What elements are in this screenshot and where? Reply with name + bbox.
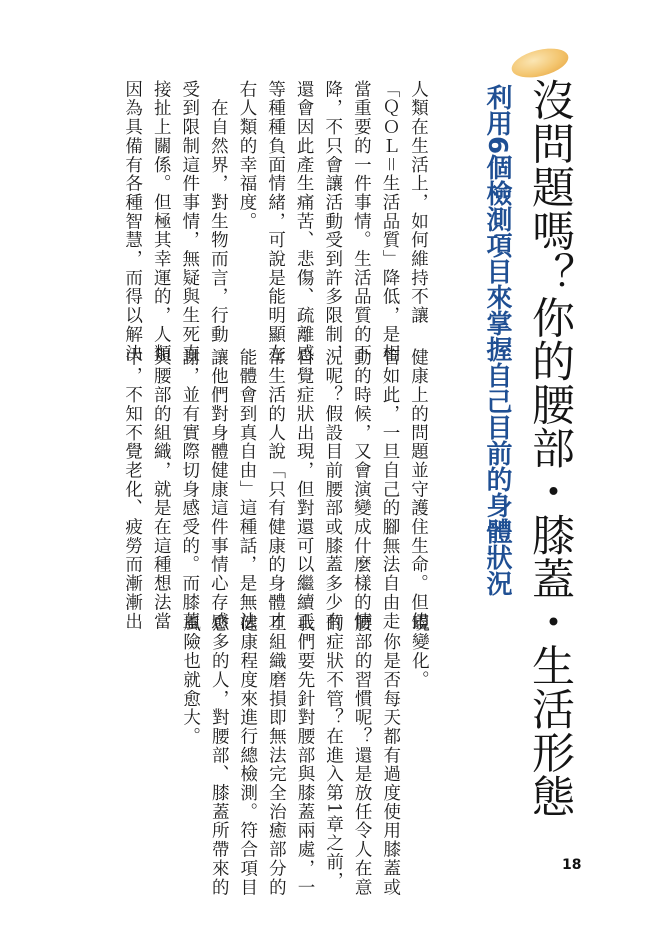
text-line: 降，不只會讓活動受到許多限制，	[322, 80, 343, 363]
text-line: 腰部的習慣呢？還是放任令人在意	[352, 614, 373, 897]
text-line: 當重要的一件事情。生活品質的下	[351, 80, 372, 363]
text-line: 人類在生活上，如何維持不讓	[408, 80, 429, 326]
body-text-block-1	[118, 80, 433, 363]
text-line: 況呢？假設目前腰部或膝蓋多少有	[322, 348, 343, 631]
body-text-block-2	[118, 348, 433, 631]
text-line: 能體會到真自由」這種話，是無法	[236, 348, 257, 631]
text-line: 受到限制這件事情，無疑與生死直	[179, 80, 200, 363]
text-line: 因為具備有各種智慧，而得以解決	[122, 80, 143, 363]
page-subtitle: 利用6個檢測項目來掌握自己目前的身體狀況	[482, 84, 512, 597]
text-line: 健康上的問題並守護住生命。但儘	[408, 348, 429, 631]
text-line: 風險也就愈大。	[180, 614, 201, 746]
text-line: 動的時候，又會演變成什麼樣的情	[351, 348, 372, 631]
page-number: 18	[562, 857, 582, 873]
body-text-block-3	[176, 614, 433, 897]
text-line: 管如此，一旦自己的腳無法自由走	[379, 348, 400, 631]
text-line: 健康程度來進行總檢測。符合項目	[237, 614, 258, 897]
text-line: 的症狀不管？在進入第1章之前，	[323, 614, 344, 891]
text-line: 還會因此產生痛苦、悲傷、疏離感	[294, 80, 315, 363]
text-line: 讓他們對身體健康這件事情心存感	[208, 348, 229, 631]
text-line: 與腰部的組織，就是在這種想法當	[151, 348, 172, 631]
text-line: 等種種負面情緒，可說是能明顯左	[265, 80, 286, 363]
text-line: 「ＱＯＬ＝生活品質」降低，是相	[379, 80, 400, 363]
text-line: 右人類的幸福度。	[236, 80, 257, 231]
page-title: 沒問題嗎？你的腰部・膝蓋・生活形態	[525, 78, 575, 818]
text-line: 謝，並有實際切身感受的。而膝蓋	[179, 348, 200, 631]
text-line: 在自然界，對生物而言，行動	[208, 80, 229, 344]
decorative-capsule-icon	[509, 43, 572, 82]
text-line: 自覺症狀出現，但對還可以繼續正	[294, 348, 315, 631]
text-line: 常生活的人說「只有健康的身體才	[265, 348, 286, 631]
text-line: 中，不知不覺老化、疲勞而漸漸出	[122, 348, 143, 631]
text-line: 我們要先針對腰部與膝蓋兩處，一	[294, 614, 315, 897]
text-line: 你是否每天都有過度使用膝蓋或	[380, 614, 401, 897]
text-line: 現變化。	[409, 614, 430, 690]
text-line: 接扯上關係。但極其幸運的，人類	[151, 80, 172, 363]
text-line: 愈多的人，對腰部、膝蓋所帶來的	[209, 614, 230, 897]
text-line: 旦組織磨損即無法完全治癒部分的	[266, 614, 287, 897]
